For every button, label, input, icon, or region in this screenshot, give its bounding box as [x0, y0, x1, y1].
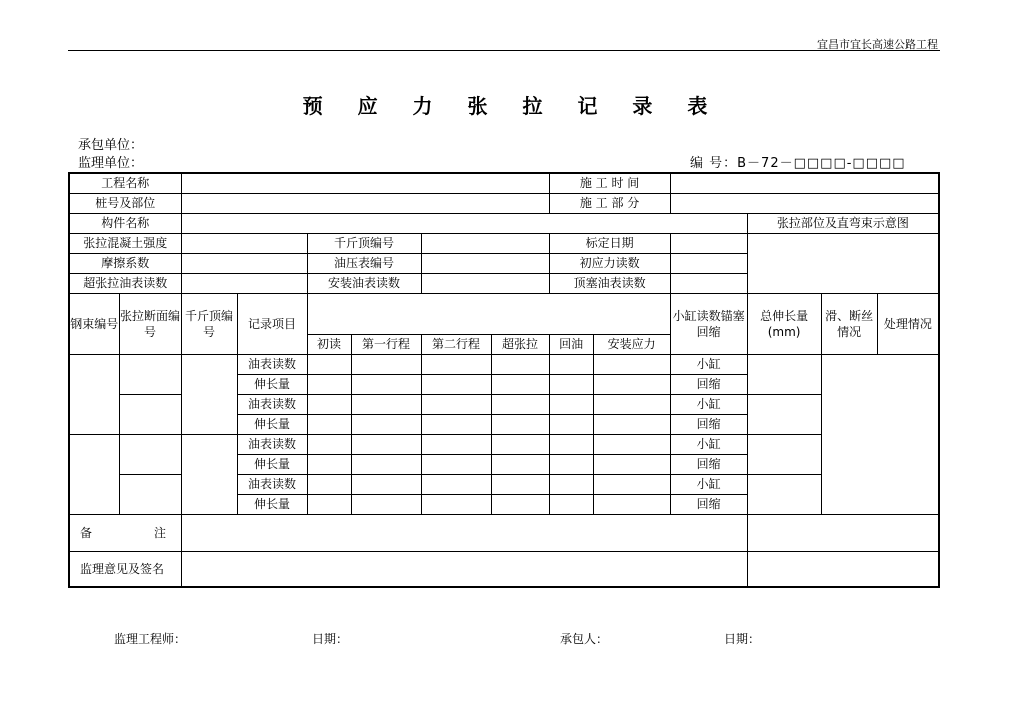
section-no-header: 张拉断面编号 — [119, 294, 181, 355]
stage-value-cell[interactable] — [491, 475, 549, 495]
stage-value-cell[interactable] — [549, 355, 593, 375]
stage-value-cell[interactable] — [549, 375, 593, 395]
member-name-label: 构件名称 — [69, 214, 181, 234]
stage-initial: 初读 — [307, 335, 351, 355]
strand-no-cell[interactable] — [69, 435, 119, 515]
total-elong-cell[interactable] — [747, 355, 821, 395]
stage-value-cell[interactable] — [549, 475, 593, 495]
strand-no-cell[interactable] — [69, 355, 119, 435]
stage-value-cell[interactable] — [351, 355, 421, 375]
stage-value-cell[interactable] — [307, 475, 351, 495]
record-item-header: 记录项目 — [237, 294, 307, 355]
stage-value-cell[interactable] — [307, 415, 351, 435]
record-item-cell: 油表读数 — [237, 435, 307, 455]
record-item-cell: 伸长量 — [237, 375, 307, 395]
install-reading-value[interactable] — [421, 274, 549, 294]
opinion-value[interactable] — [181, 552, 747, 588]
section-no-cell[interactable] — [119, 355, 181, 395]
install-reading-label: 安装油表读数 — [307, 274, 421, 294]
footer-contractor: 承包人： — [560, 632, 609, 646]
record-item-cell: 伸长量 — [237, 455, 307, 475]
stage-first: 第一行程 — [351, 335, 421, 355]
side-label-cell: 小缸 — [670, 435, 747, 455]
plug-reading-value[interactable] — [670, 274, 747, 294]
stage-value-cell[interactable] — [307, 355, 351, 375]
page-title: 预 应 力 张 拉 记 录 表 — [302, 94, 722, 118]
stage-value-cell[interactable] — [351, 435, 421, 455]
record-item-cell: 油表读数 — [237, 395, 307, 415]
diagram-area[interactable] — [747, 234, 939, 294]
construction-part-value[interactable] — [670, 194, 939, 214]
stage-value-cell[interactable] — [307, 435, 351, 455]
construction-time-label: 施 工 时 间 — [549, 173, 670, 194]
stage-value-cell[interactable] — [491, 395, 549, 415]
jack-no-cell[interactable] — [181, 355, 237, 435]
calib-date-value[interactable] — [670, 234, 747, 254]
form-code: 编 号：B－72－□□□□-□□□□ — [690, 156, 906, 171]
stage-second: 第二行程 — [421, 335, 491, 355]
stage-value-cell[interactable] — [593, 375, 670, 395]
stage-value-cell[interactable] — [307, 455, 351, 475]
station-label: 桩号及部位 — [69, 194, 181, 214]
stage-value-cell[interactable] — [593, 355, 670, 375]
table-row — [69, 355, 939, 375]
over-reading-value[interactable] — [181, 274, 307, 294]
construction-time-value[interactable] — [670, 173, 939, 194]
stage-value-cell[interactable] — [593, 475, 670, 495]
opinion-right[interactable] — [747, 552, 939, 588]
stage-value-cell[interactable] — [307, 375, 351, 395]
jack-no-label: 千斤顶编号 — [307, 234, 421, 254]
diagram-label: 张拉部位及直弯束示意图 — [747, 214, 939, 234]
stage-value-cell[interactable] — [549, 435, 593, 455]
stage-value-cell[interactable] — [593, 495, 670, 515]
plug-reading-label: 顶塞油表读数 — [549, 274, 670, 294]
initial-reading-value[interactable] — [670, 254, 747, 274]
tension-record-table — [68, 172, 940, 588]
stage-value-cell[interactable] — [351, 455, 421, 475]
slip-handling-cell[interactable] — [821, 355, 939, 515]
stage-value-cell[interactable] — [593, 415, 670, 435]
stage-value-cell[interactable] — [549, 415, 593, 435]
strand-no-header: 钢束编号 — [69, 294, 119, 355]
stage-value-cell[interactable] — [491, 375, 549, 395]
friction-value[interactable] — [181, 254, 307, 274]
section-no-cell[interactable] — [119, 475, 181, 515]
total-elong-cell[interactable] — [747, 435, 821, 475]
stage-value-cell[interactable] — [351, 375, 421, 395]
stage-value-cell[interactable] — [491, 435, 549, 455]
record-item-cell: 伸长量 — [237, 415, 307, 435]
total-elong-cell[interactable] — [747, 395, 821, 435]
stage-value-cell[interactable] — [421, 455, 491, 475]
opinion-label: 监理意见及签名 — [69, 552, 181, 588]
stage-value-cell[interactable] — [491, 415, 549, 435]
remarks-label-a: 备 — [80, 525, 93, 540]
jack-no-header: 千斤顶编号 — [181, 294, 237, 355]
stage-value-cell[interactable] — [351, 395, 421, 415]
side-label-cell: 回缩 — [670, 495, 747, 515]
handling-header: 处理情况 — [877, 294, 939, 355]
stage-value-cell[interactable] — [421, 435, 491, 455]
side-label-cell: 回缩 — [670, 455, 747, 475]
project-name-value[interactable] — [181, 173, 549, 194]
stage-value-cell[interactable] — [491, 495, 549, 515]
concrete-strength-label: 张拉混凝土强度 — [69, 234, 181, 254]
total-elong-header: 总伸长量(mm) — [747, 294, 821, 355]
stage-value-cell[interactable] — [351, 475, 421, 495]
friction-label: 摩擦系数 — [69, 254, 181, 274]
calib-date-label: 标定日期 — [549, 234, 670, 254]
initial-reading-label: 初应力读数 — [549, 254, 670, 274]
stage-value-cell[interactable] — [421, 475, 491, 495]
gauge-no-label: 油压表编号 — [307, 254, 421, 274]
gauge-no-value[interactable] — [421, 254, 549, 274]
over-reading-label: 超张拉油表读数 — [69, 274, 181, 294]
footer-date-2: 日期： — [724, 632, 761, 646]
stage-value-cell[interactable] — [491, 455, 549, 475]
stage-return: 回油 — [549, 335, 593, 355]
stage-value-cell[interactable] — [307, 495, 351, 515]
project-name-label: 工程名称 — [69, 173, 181, 194]
stage-over: 超张拉 — [491, 335, 549, 355]
section-no-cell[interactable] — [119, 395, 181, 435]
contractor-label: 承包单位： — [78, 138, 144, 153]
concrete-strength-value[interactable] — [181, 234, 307, 254]
header-org: 宜昌市宜长高速公路工程 — [817, 38, 938, 51]
stage-value-cell[interactable] — [593, 395, 670, 415]
stage-value-cell[interactable] — [421, 415, 491, 435]
stage-value-cell[interactable] — [307, 395, 351, 415]
side-label-cell: 小缸 — [670, 395, 747, 415]
stage-value-cell[interactable] — [351, 415, 421, 435]
record-item-cell: 油表读数 — [237, 355, 307, 375]
side-label-cell: 回缩 — [670, 375, 747, 395]
side-label-cell: 小缸 — [670, 475, 747, 495]
member-name-value[interactable] — [181, 214, 747, 234]
stage-value-cell[interactable] — [593, 435, 670, 455]
remarks-right[interactable] — [747, 515, 939, 552]
record-item-cell: 伸长量 — [237, 495, 307, 515]
remarks-value[interactable] — [181, 515, 747, 552]
stage-value-cell[interactable] — [491, 355, 549, 375]
stage-value-cell[interactable] — [593, 455, 670, 475]
footer-date-1: 日期： — [312, 632, 349, 646]
total-elong-cell[interactable] — [747, 475, 821, 515]
footer-engineer: 监理工程师： — [114, 632, 187, 646]
slip-header: 滑、断丝情况 — [821, 294, 877, 355]
jack-no-value[interactable] — [421, 234, 549, 254]
jack-no-cell[interactable] — [181, 435, 237, 515]
supervisor-label: 监理单位： — [78, 156, 144, 171]
stage-value-cell[interactable] — [421, 375, 491, 395]
remarks-label-b: 注 — [154, 525, 167, 540]
stage-value-cell[interactable] — [549, 395, 593, 415]
table-row — [69, 435, 939, 455]
side-label-cell: 小缸 — [670, 355, 747, 375]
stage-group-header — [307, 294, 670, 335]
stage-value-cell[interactable] — [421, 495, 491, 515]
station-value[interactable] — [181, 194, 549, 214]
header-divider — [68, 50, 940, 51]
remarks-label — [69, 515, 181, 552]
stage-value-cell[interactable] — [421, 355, 491, 375]
side-label-cell: 回缩 — [670, 415, 747, 435]
stage-install: 安装应力 — [593, 335, 670, 355]
construction-part-label: 施 工 部 分 — [549, 194, 670, 214]
stage-value-cell[interactable] — [351, 495, 421, 515]
stage-value-cell[interactable] — [549, 495, 593, 515]
stage-value-cell[interactable] — [421, 395, 491, 415]
section-no-cell[interactable] — [119, 435, 181, 475]
small-cyl-header: 小缸读数锚塞回缩 — [670, 294, 747, 355]
stage-value-cell[interactable] — [549, 455, 593, 475]
record-item-cell: 油表读数 — [237, 475, 307, 495]
